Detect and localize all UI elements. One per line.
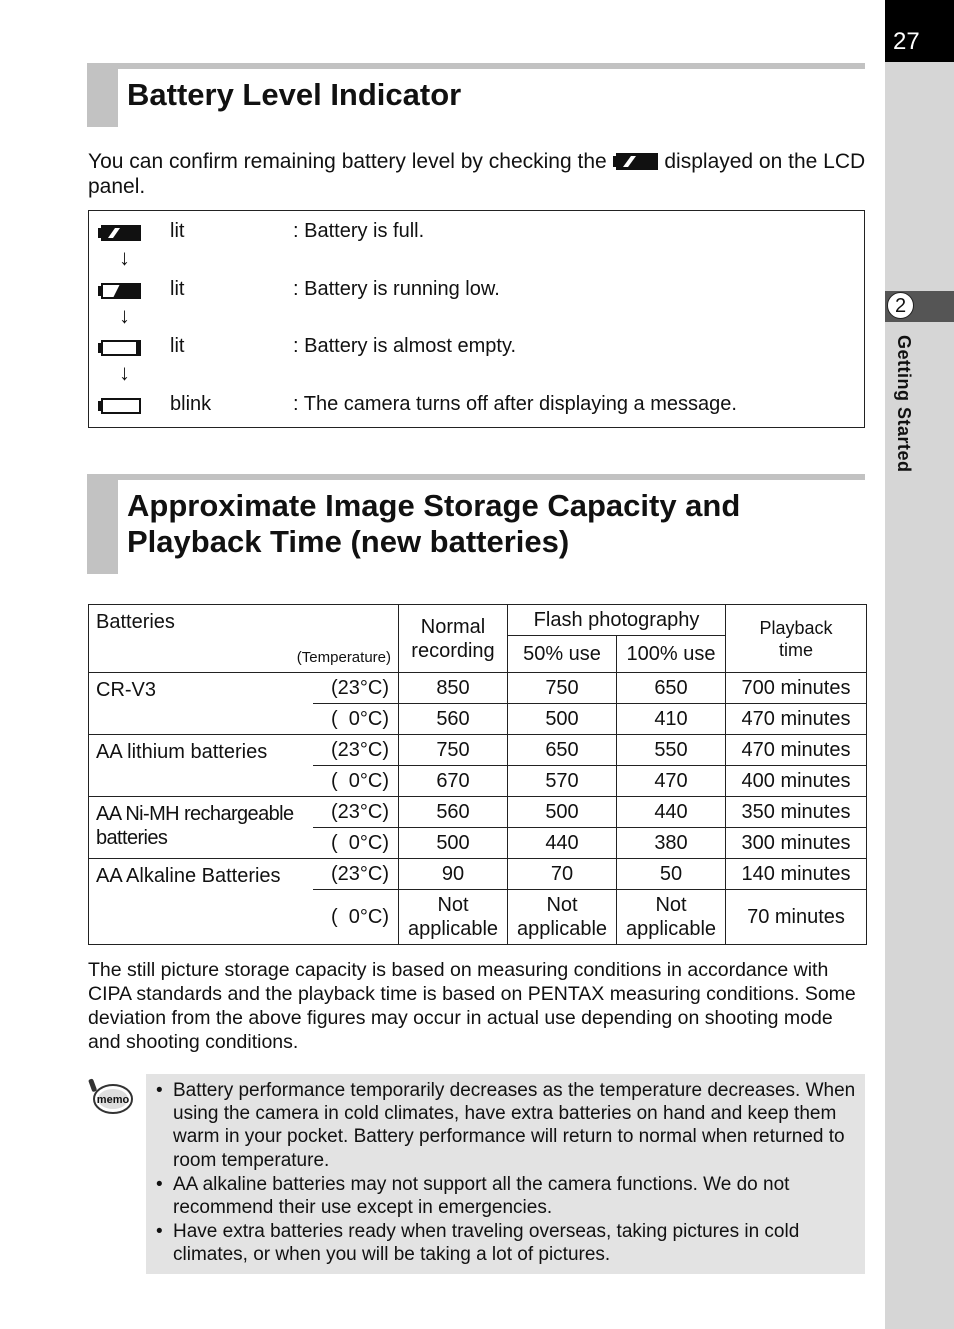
heading-marker: [87, 474, 118, 574]
flash50-value: 750: [508, 673, 617, 704]
capacity-table: [88, 604, 867, 945]
table-row: [89, 673, 867, 704]
header-flash-photography: Flash photography: [508, 605, 726, 636]
section-title-line2: Playback Time (new batteries): [127, 524, 570, 559]
table-row: [89, 735, 867, 766]
header-flash-50: 50% use: [508, 636, 617, 673]
header-temperature: (Temperature): [296, 649, 391, 666]
normal-value: 560: [399, 704, 508, 735]
header-flash-100: 100% use: [617, 636, 726, 673]
table-row: [89, 859, 867, 890]
temperature: (23°C): [313, 735, 399, 766]
down-arrow-icon: ↓: [119, 303, 130, 328]
memo-text: Battery performance temporarily decreases as the temperature decreases. When using the camera in cold climates, have extra batteries on hand and keep them warm in your pocket. Battery performance will return to normal when returned to room temperature.: [173, 1080, 856, 1171]
normal-value: 90: [399, 859, 508, 890]
flash50-value: 500: [508, 797, 617, 828]
battery-state: lit: [170, 278, 185, 300]
normal-value: Not applicable: [399, 890, 508, 945]
battery-type: AA Ni-MH rechargeable batteries: [89, 797, 313, 859]
flash100-value: 470: [617, 766, 726, 797]
battery-empty-icon: [98, 398, 142, 414]
heading-rule: [87, 63, 865, 69]
normal-value: 850: [399, 673, 508, 704]
playback-value: 470 minutes: [726, 704, 867, 735]
chapter-number: 2: [887, 292, 914, 319]
temperature: (23°C): [313, 797, 399, 828]
table-row: [89, 797, 867, 828]
battery-type: AA lithium batteries: [89, 735, 313, 797]
battery-low-icon: [98, 283, 142, 299]
temperature: ( 0°C): [313, 704, 399, 735]
battery-description: : The camera turns off after displaying a message.: [293, 393, 737, 415]
normal-value: 500: [399, 828, 508, 859]
down-arrow-icon: ↓: [119, 360, 130, 385]
flash50-value: 650: [508, 735, 617, 766]
flash100-value: 440: [617, 797, 726, 828]
battery-full-icon: [613, 153, 659, 170]
memo-item: [156, 1220, 856, 1266]
battery-full-icon: [98, 225, 142, 241]
capacity-note: The still picture storage capacity is based on measuring conditions in accordance with CIPA standards and the playback time is based on PENTAX measuring conditions. Some deviation from the above figures may occur in actual use depending on shooting mode and shooting conditions.: [88, 959, 856, 1053]
section-heading-battery: [87, 63, 865, 127]
playback-value: 470 minutes: [726, 735, 867, 766]
flash100-value: Not applicable: [617, 890, 726, 945]
page-number: 27: [893, 28, 920, 55]
temperature: ( 0°C): [313, 828, 399, 859]
battery-state: lit: [170, 220, 185, 242]
battery-type: CR-V3: [89, 673, 313, 735]
header-playback-time: Playback time: [726, 605, 867, 673]
section-title: Battery Level Indicator: [127, 77, 462, 112]
header-normal-recording: Normal recording: [399, 605, 508, 673]
playback-value: 350 minutes: [726, 797, 867, 828]
flash50-value: Not applicable: [508, 890, 617, 945]
temperature: ( 0°C): [313, 766, 399, 797]
battery-type: AA Alkaline Batteries: [89, 859, 313, 945]
battery-state: blink: [170, 393, 212, 415]
heading-marker: [87, 63, 118, 127]
section-title-line1: Approximate Image Storage Capacity and: [127, 488, 741, 523]
memo-text: AA alkaline batteries may not support all the camera functions. We do not recommend their use except in emergencies.: [173, 1173, 790, 1219]
memo-item: [156, 1079, 856, 1172]
section-heading-capacity: [87, 474, 865, 574]
intro-text-before: You can confirm remaining battery level by checking the: [88, 150, 607, 173]
chapter-title: Getting Started: [894, 335, 914, 473]
header-batteries: [89, 605, 399, 673]
bullet: •: [156, 1080, 163, 1101]
flash50-value: 570: [508, 766, 617, 797]
memo-list: [156, 1079, 856, 1268]
down-arrow-icon: ↓: [119, 245, 130, 270]
playback-value: 700 minutes: [726, 673, 867, 704]
intro-text-after: displayed on the LCD panel.: [88, 150, 866, 198]
playback-value: 70 minutes: [726, 890, 867, 945]
battery-state: lit: [170, 335, 185, 357]
memo-icon: [88, 1077, 134, 1117]
memo-item: [156, 1173, 856, 1219]
temperature: ( 0°C): [313, 890, 399, 945]
battery-indicator-table: [88, 210, 865, 428]
normal-value: 670: [399, 766, 508, 797]
bullet: •: [156, 1221, 163, 1243]
memo-icon-label: memo: [96, 1094, 130, 1106]
flash50-value: 440: [508, 828, 617, 859]
playback-value: 140 minutes: [726, 859, 867, 890]
battery-description: : Battery is full.: [293, 220, 425, 242]
bullet: •: [156, 1173, 163, 1195]
memo-box: [146, 1074, 865, 1274]
temperature: (23°C): [313, 673, 399, 704]
flash100-value: 550: [617, 735, 726, 766]
heading-rule: [87, 474, 865, 480]
playback-value: 400 minutes: [726, 766, 867, 797]
flash100-value: 410: [617, 704, 726, 735]
battery-intro: [88, 149, 868, 199]
battery-description: : Battery is almost empty.: [293, 335, 517, 357]
header-batteries-label: Batteries: [96, 611, 175, 633]
flash100-value: 650: [617, 673, 726, 704]
side-tab-strip: [885, 0, 954, 1329]
normal-value: 560: [399, 797, 508, 828]
battery-description: : Battery is running low.: [293, 278, 500, 300]
normal-value: 750: [399, 735, 508, 766]
memo-text: Have extra batteries ready when traveling overseas, taking pictures in cold climates, or when you will be taking a lot of pictures.: [173, 1221, 800, 1266]
battery-almost-empty-icon: [98, 340, 142, 356]
temperature: (23°C): [313, 859, 399, 890]
flash100-value: 50: [617, 859, 726, 890]
section-title: [127, 488, 740, 560]
flash50-value: 70: [508, 859, 617, 890]
flash50-value: 500: [508, 704, 617, 735]
playback-value: 300 minutes: [726, 828, 867, 859]
flash100-value: 380: [617, 828, 726, 859]
